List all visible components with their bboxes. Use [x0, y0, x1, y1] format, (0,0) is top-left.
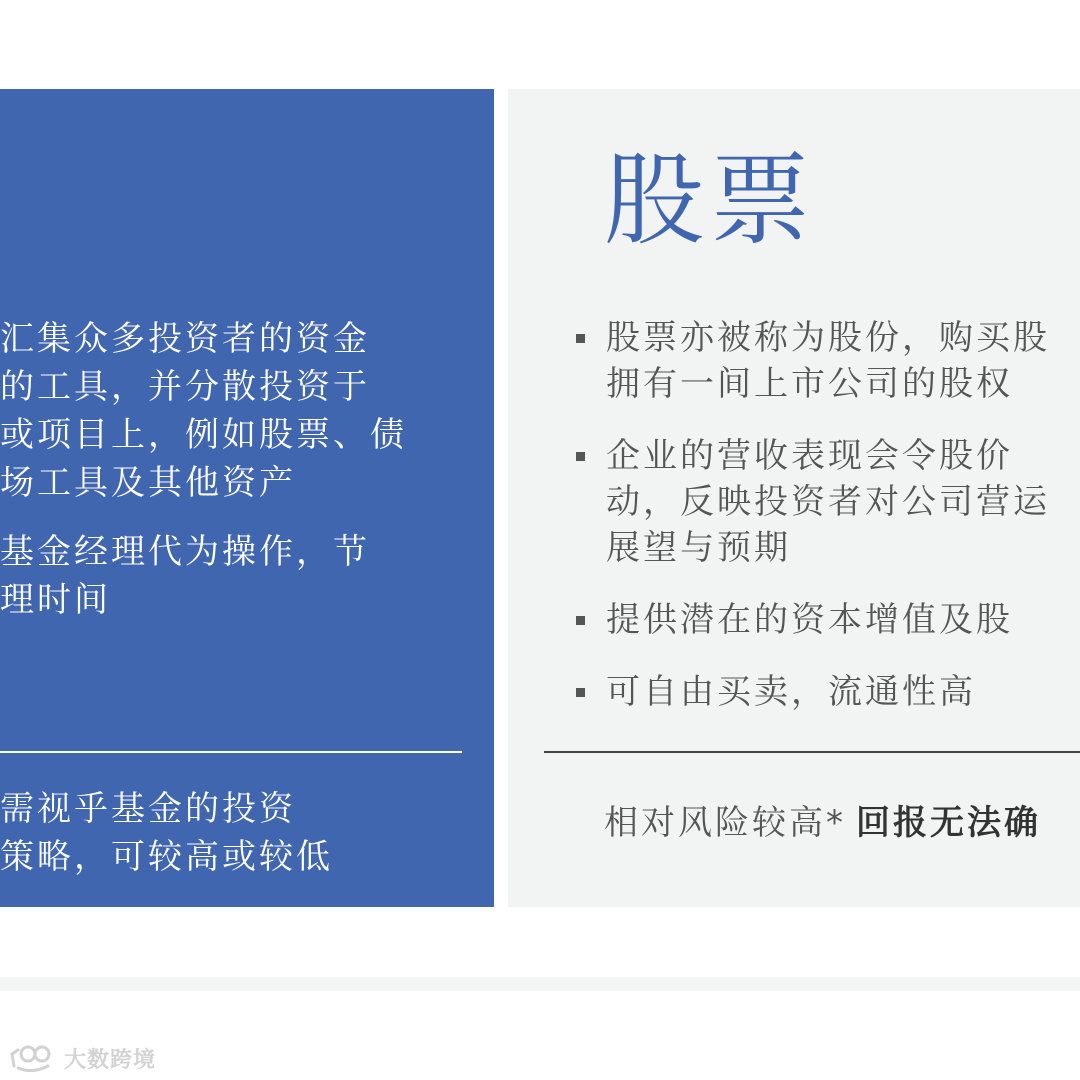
fund-description — [0, 315, 407, 507]
fund-risk-note — [0, 785, 333, 881]
fund-manager-line: 理时间 — [0, 580, 111, 620]
fund-description-line: 的工具，并分散投资于 — [0, 367, 370, 407]
fund-description-line: 汇集众多投资者的资金 — [0, 319, 370, 359]
bullet-square-icon — [576, 616, 585, 625]
fund-manager-line: 基金经理代为操作，节 — [0, 532, 370, 572]
stock-risk-note — [604, 799, 1041, 847]
bottom-band — [0, 977, 1080, 991]
bullet-line: 可自由买卖，流通性高 — [606, 672, 976, 712]
fund-panel — [0, 89, 494, 907]
watermark-text: 大数跨境 — [64, 1047, 157, 1073]
fund-divider — [0, 751, 462, 753]
fund-description-line: 或项目上，例如股票、债 — [0, 415, 407, 455]
bullet-line: 企业的营收表现会令股价 — [606, 436, 1013, 476]
bullet-square-icon — [576, 688, 585, 697]
list-item — [576, 315, 1080, 407]
stock-bullet-list — [576, 315, 1080, 741]
stock-divider — [544, 751, 1080, 753]
fund-description-line: 场工具及其他资产 — [0, 463, 296, 503]
bullet-square-icon — [576, 452, 585, 461]
list-item — [576, 597, 1080, 643]
bullet-line: 拥有一间上市公司的股权 — [606, 364, 1013, 404]
stock-return-label: 回报无法确 — [856, 803, 1041, 843]
brand-logo-icon — [8, 1040, 60, 1076]
fund-risk-line: 策略，可较高或较低 — [0, 837, 333, 877]
bullet-line: 动，反映投资者对公司营运 — [606, 482, 1050, 522]
fund-risk-line: 需视乎基金的投资 — [0, 789, 296, 829]
fund-manager-note — [0, 528, 370, 624]
list-item — [576, 669, 1080, 715]
list-item — [576, 433, 1080, 571]
stock-panel — [508, 89, 1080, 907]
stock-risk-label: 相对风险较高* — [604, 803, 846, 843]
watermark — [8, 1040, 156, 1076]
bullet-line: 展望与预期 — [606, 528, 791, 568]
bullet-square-icon — [576, 334, 585, 343]
stock-title: 股票 — [604, 142, 816, 259]
bullet-line: 提供潜在的资本增值及股 — [606, 600, 1013, 640]
bullet-line: 股票亦被称为股份，购买股 — [606, 318, 1050, 358]
